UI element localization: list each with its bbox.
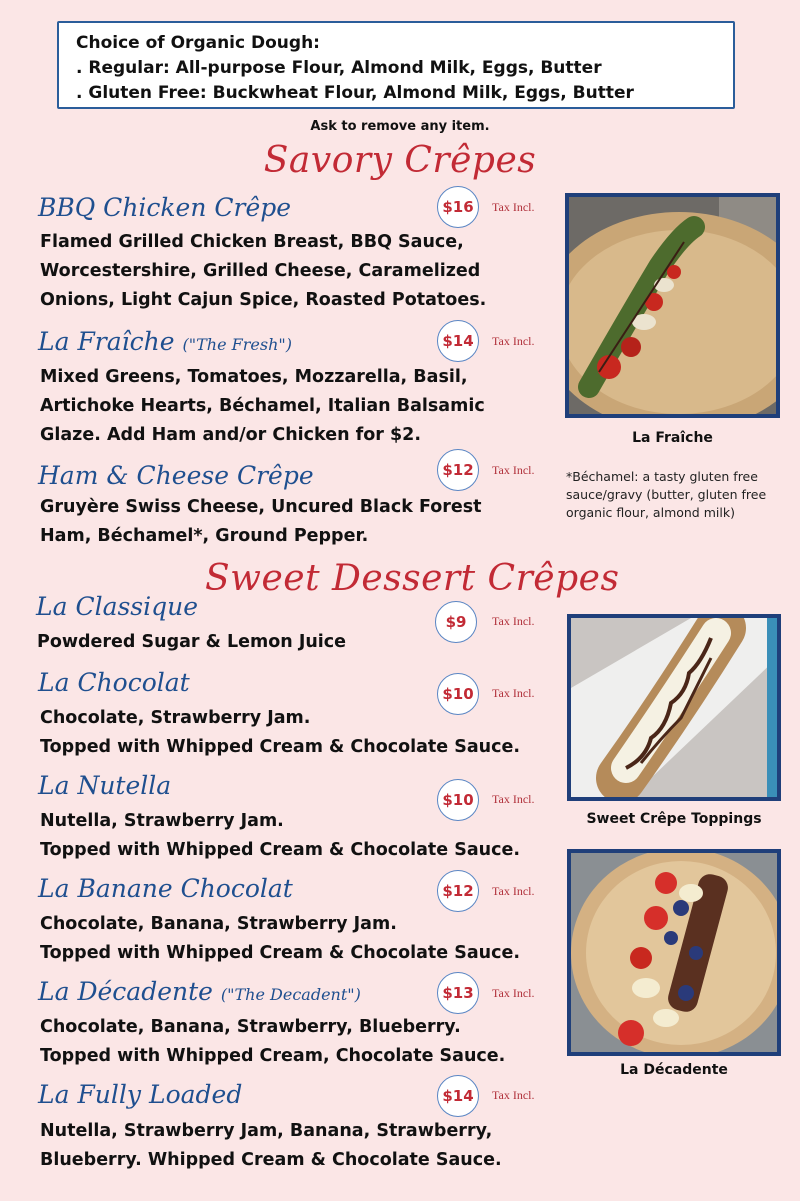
item-name-la-decadente: La Décadente ("The Decadent") <box>38 977 361 1006</box>
item-desc-la-banane-chocolat: Chocolate, Banana, Strawberry Jam. Topped with Whipped Cream & Chocolate Sauce. <box>40 914 521 963</box>
price-badge-la-fraiche: $14 <box>437 320 479 362</box>
la-fraiche-caption: La Fraîche <box>632 430 713 446</box>
tax-label: Tax Incl. <box>492 614 535 628</box>
tax-label: Tax Incl. <box>492 686 535 700</box>
tax-label: Tax Incl. <box>492 792 535 806</box>
price-badge-la-chocolat: $10 <box>437 673 479 715</box>
dough-gluten-free: . Gluten Free: Buckwheat Flour, Almond Milk, Eggs, Butter <box>76 83 634 103</box>
sweet-toppings-caption: Sweet Crêpe Toppings <box>586 811 762 827</box>
item-desc-la-chocolat: Chocolate, Strawberry Jam. Topped with Whipped Cream & Chocolate Sauce. <box>40 708 521 757</box>
dough-title: Choice of Organic Dough: <box>76 33 320 53</box>
sweet-toppings-photo <box>567 614 781 801</box>
remove-note: Ask to remove any item. <box>310 119 490 134</box>
tax-label: Tax Incl. <box>492 1088 535 1102</box>
item-name-la-fraiche: La Fraîche ("The Fresh") <box>38 327 292 356</box>
price-badge-bbq-chicken: $16 <box>437 186 479 228</box>
item-name-ham-cheese: Ham & Cheese Crêpe <box>38 461 314 490</box>
item-desc-bbq-chicken: Flamed Grilled Chicken Breast, BBQ Sauce, Worcestershire, Grilled Cheese, Caramelized Onions, Light Cajun Spice, Roasted Potatoes. <box>40 232 487 310</box>
item-desc-la-fully-loaded: Nutella, Strawberry Jam, Banana, Strawberry, Blueberry. Whipped Cream & Chocolate Sauce. <box>40 1121 502 1170</box>
la-decadente-caption: La Décadente <box>620 1062 728 1078</box>
price-badge-la-classique: $9 <box>435 601 477 643</box>
item-name-la-banane-chocolat: La Banane Chocolat <box>38 874 293 903</box>
savory-title: Savory Crêpes <box>263 140 537 181</box>
tax-label: Tax Incl. <box>492 200 535 214</box>
item-name-la-classique: La Classique <box>36 592 199 621</box>
item-desc-la-fraiche: Mixed Greens, Tomatoes, Mozzarella, Basil, Artichoke Hearts, Béchamel, Italian Balsamic Glaze. Add Ham and/or Chicken for $2. <box>40 367 485 445</box>
price-badge-la-decadente: $13 <box>437 972 479 1014</box>
tax-label: Tax Incl. <box>492 884 535 898</box>
item-desc-ham-cheese: Gruyère Swiss Cheese, Uncured Black Forest Ham, Béchamel*, Ground Pepper. <box>40 497 482 546</box>
tax-label: Tax Incl. <box>492 463 535 477</box>
item-name-la-nutella: La Nutella <box>38 771 172 800</box>
price-badge-ham-cheese: $12 <box>437 449 479 491</box>
item-desc-la-classique: Powdered Sugar & Lemon Juice <box>37 632 347 652</box>
price-badge-la-banane-chocolat: $12 <box>437 870 479 912</box>
item-desc-la-decadente: Chocolate, Banana, Strawberry, Blueberry. Topped with Whipped Cream, Chocolate Sauce. <box>40 1017 506 1066</box>
tax-label: Tax Incl. <box>492 334 535 348</box>
sweet-title: Sweet Dessert Crêpes <box>205 558 620 599</box>
price-badge-la-fully-loaded: $14 <box>437 1075 479 1117</box>
la-fraiche-photo <box>565 193 780 418</box>
item-desc-la-nutella: Nutella, Strawberry Jam. Topped with Whipped Cream & Chocolate Sauce. <box>40 811 521 860</box>
bechamel-footnote: *Béchamel: a tasty gluten free sauce/gravy (butter, gluten free organic flour, almond milk) <box>566 469 767 520</box>
la-decadente-photo <box>567 849 781 1056</box>
dough-regular: . Regular: All-purpose Flour, Almond Milk, Eggs, Butter <box>76 58 602 78</box>
dough-info-box <box>57 21 735 109</box>
item-name-la-fully-loaded: La Fully Loaded <box>38 1080 243 1109</box>
tax-label: Tax Incl. <box>492 986 535 1000</box>
item-name-bbq-chicken: BBQ Chicken Crêpe <box>38 193 292 222</box>
item-name-la-chocolat: La Chocolat <box>38 668 190 697</box>
price-badge-la-nutella: $10 <box>437 779 479 821</box>
